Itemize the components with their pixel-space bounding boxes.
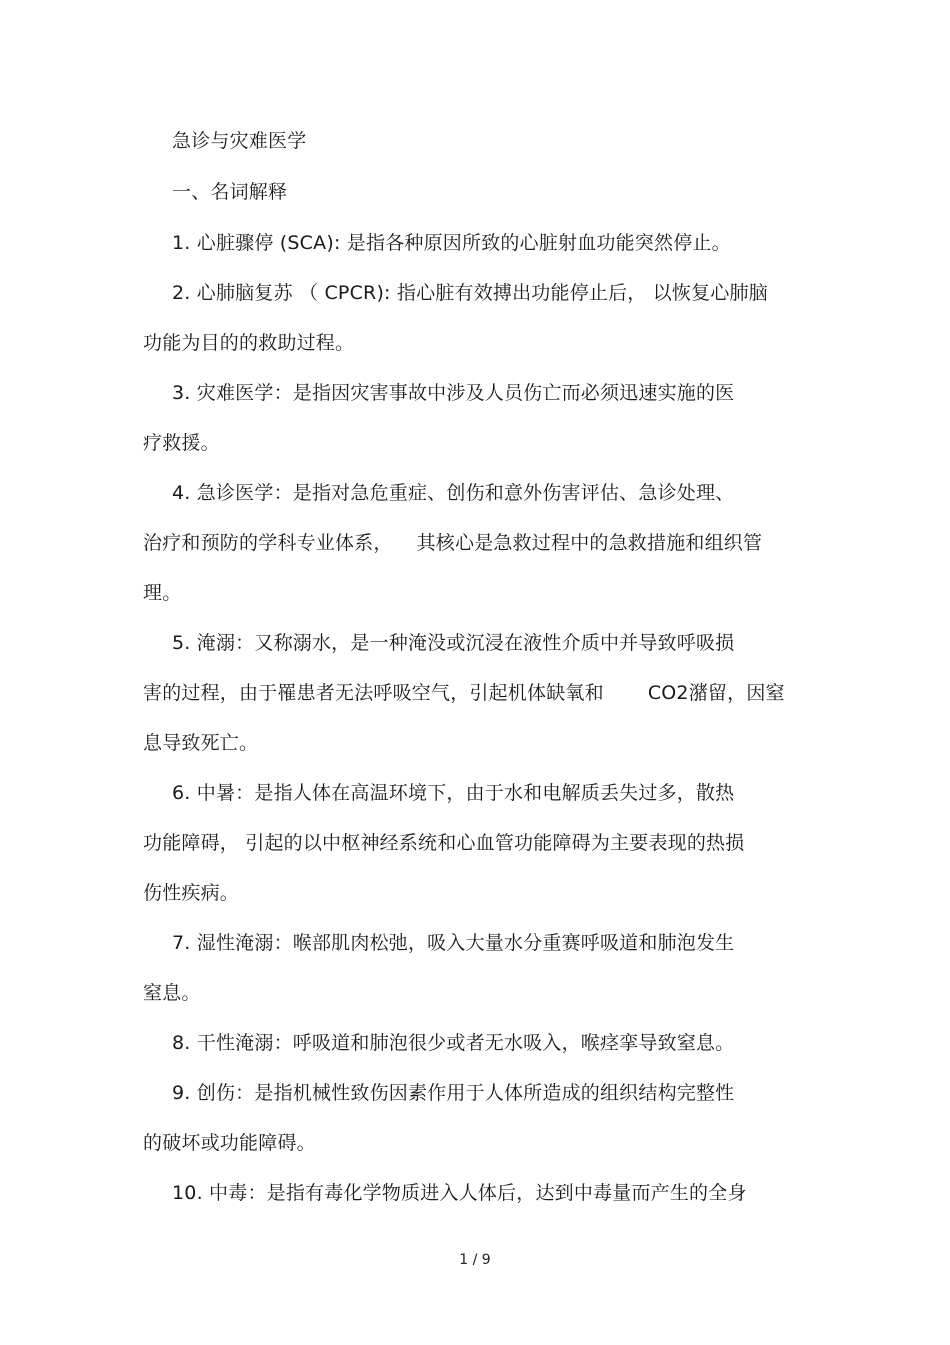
term-7-line-1: 7. 湿性淹溺：喉部肌肉松弛，吸入大量水分重赛呼吸道和肺泡发生 <box>172 932 735 954</box>
term-4-line-3: 理。 <box>143 582 182 604</box>
term-6-line-1: 6. 中暑：是指人体在高温环境下，由于水和电解质丢失过多，散热 <box>172 782 735 804</box>
term-5-line-3: 息导致死亡。 <box>143 732 259 754</box>
term-10-line-1: 10. 中毒：是指有毒化学物质进入人体后，达到中毒量而产生的全身 <box>172 1182 747 1204</box>
term-4-line-1: 4. 急诊医学：是指对急危重症、创伤和意外伤害评估、急诊处理、 <box>172 482 735 504</box>
document-title: 急诊与灾难医学 <box>172 130 307 152</box>
term-4-line-2 <box>143 531 762 555</box>
term-2-line-1: 2. 心肺脑复苏 （ CPCR): 指心脏有效搏出功能停止后， 以恢复心肺脑 <box>172 282 768 304</box>
term-7-line-2: 窒息。 <box>143 982 201 1004</box>
term-6-line-3: 伤性疾病。 <box>143 882 240 904</box>
term-5-line-2-part-a: 害的过程，由于罹患者无法呼吸空气，引起机体缺氧和 <box>143 682 604 704</box>
term-2-line-2: 功能为目的的救助过程。 <box>143 332 355 354</box>
term-4-line-2-part-b: 其核心是急救过程中的急救措施和组织管 <box>416 532 763 554</box>
term-9-line-2: 的破坏或功能障碍。 <box>143 1132 316 1154</box>
term-3-line-1: 3. 灾难医学：是指因灾害事故中涉及人员伤亡而必须迅速实施的医 <box>172 382 735 404</box>
term-5-line-2 <box>143 681 785 705</box>
term-3-line-2: 疗救援。 <box>143 432 220 454</box>
term-5-line-1: 5. 淹溺：又称溺水，是一种淹没或沉浸在液性介质中并导致呼吸损 <box>172 632 735 654</box>
term-5-line-2-part-b: CO2潴留，因窒 <box>647 682 785 704</box>
section-heading: 一、名词解释 <box>172 181 288 203</box>
page-number: 1 / 9 <box>459 1252 491 1268</box>
term-9-line-1: 9. 创伤：是指机械性致伤因素作用于人体所造成的组织结构完整性 <box>172 1082 735 1104</box>
term-6-line-2: 功能障碍， 引起的以中枢神经系统和心血管功能障碍为主要表现的热损 <box>143 832 745 854</box>
term-4-line-2-part-a: 治疗和预防的学科专业体系， <box>143 532 393 554</box>
term-8-line-1: 8. 干性淹溺：呼吸道和肺泡很少或者无水吸入，喉痉挛导致窒息。 <box>172 1032 735 1054</box>
term-1-line-1: 1. 心脏骤停 (SCA): 是指各种原因所致的心脏射血功能突然停止。 <box>172 232 731 254</box>
